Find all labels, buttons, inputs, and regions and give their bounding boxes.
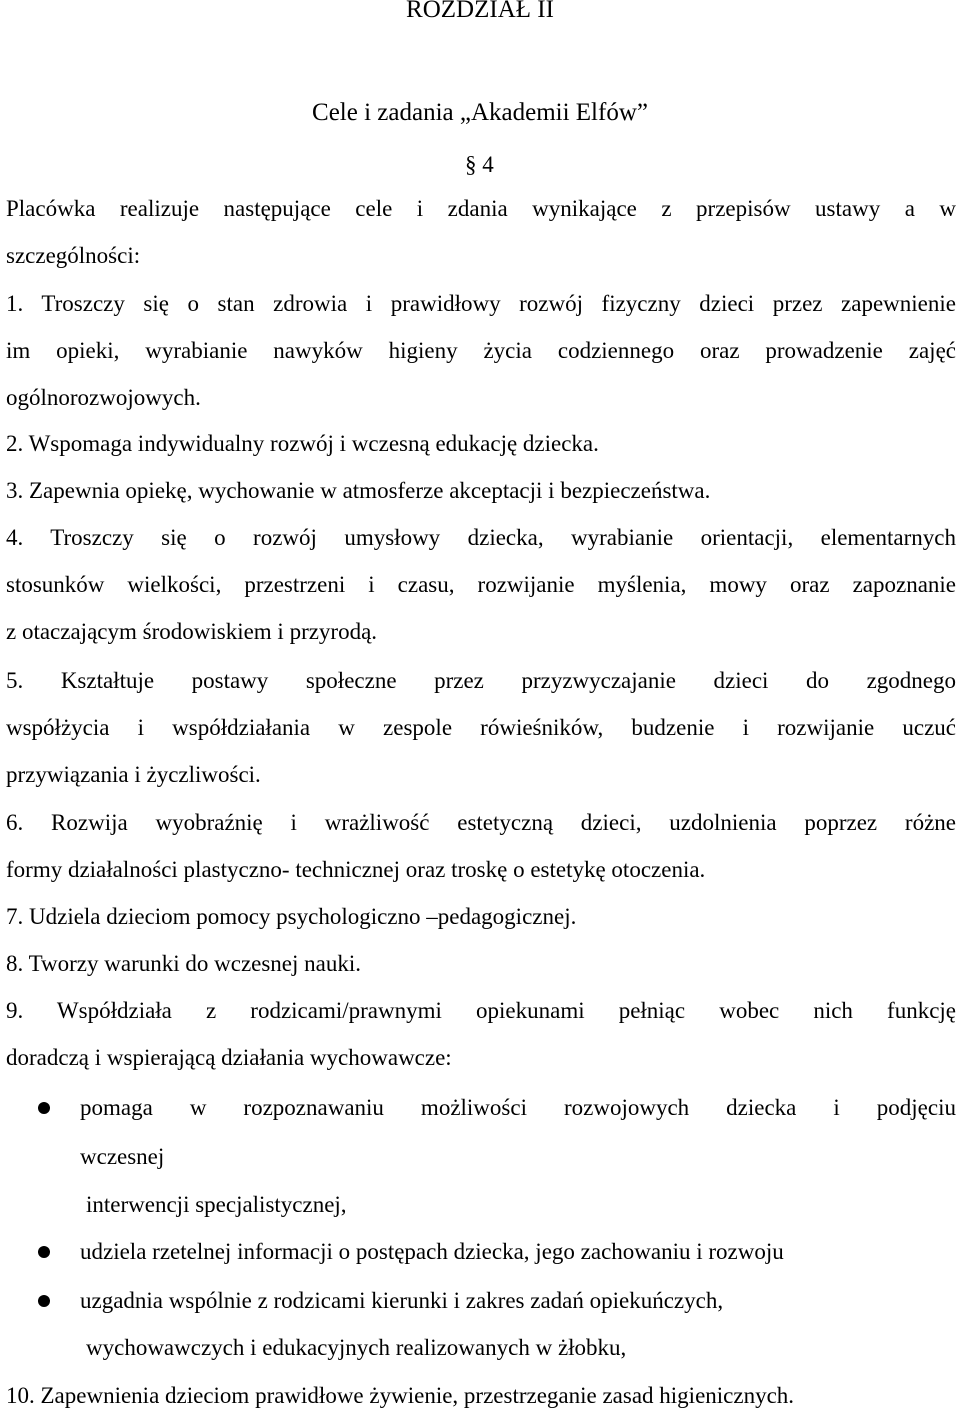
bullet-item-line: wczesnej	[80, 1144, 165, 1169]
section-title: Cele i zadania „Akademii Elfów”	[312, 99, 648, 126]
list-item-line: 3. Zapewnia opiekę, wychowanie w atmosferze akceptacji i bezpieczeństwa.	[6, 478, 711, 503]
bullet-icon	[38, 1246, 50, 1258]
intro-line: Placówka realizuje następujące cele i zdania wynikające z przepisów ustawy a w	[6, 196, 956, 221]
list-item-line: 10. Zapewnienia dzieciom prawidłowe żywienie, przestrzeganie zasad higienicznych.	[6, 1383, 795, 1408]
list-item-line: 4. Troszczy się o rozwój umysłowy dziecka, wyrabianie orientacji, elementarnych	[6, 525, 956, 550]
bullet-icon	[38, 1102, 50, 1114]
list-item-line: współżycia i współdziałania w zespole rówieśników, budzenie i rozwijanie uczuć	[6, 715, 956, 740]
list-item-line: z otaczającym środowiskiem i przyrodą.	[6, 619, 378, 644]
chapter-title: ROZDZIAŁ II	[406, 0, 554, 23]
bullet-icon	[38, 1295, 50, 1307]
bullet-item-line: uzgadnia wspólnie z rodzicami kierunki i zakres zadań opiekuńczych,	[80, 1288, 724, 1313]
list-item-line: 7. Udziela dzieciom pomocy psychologiczno –pedagogicznej.	[6, 904, 577, 929]
list-item-line: 6. Rozwija wyobraźnię i wrażliwość estetyczną dzieci, uzdolnienia poprzez różne	[6, 810, 956, 835]
bullet-item-line: wychowawczych i edukacyjnych realizowanych w żłobku,	[86, 1335, 627, 1360]
list-item-line: 1. Troszczy się o stan zdrowia i prawidłowy rozwój fizyczny dzieci przez zapewnienie	[6, 291, 956, 316]
list-item-line: 9. Współdziała z rodzicami/prawnymi opiekunami pełniąc wobec nich funkcję	[6, 998, 956, 1023]
list-item-line: stosunków wielkości, przestrzeni i czasu, rozwijanie myślenia, mowy oraz zapoznanie	[6, 572, 956, 597]
list-item-line: 2. Wspomaga indywidualny rozwój i wczesną edukację dziecka.	[6, 431, 599, 456]
list-item-line: przywiązania i życzliwości.	[6, 762, 261, 787]
list-item-line: formy działalności plastyczno- technicznej oraz troskę o estetykę otoczenia.	[6, 857, 706, 882]
paragraph-mark: § 4	[465, 152, 494, 177]
bullet-item-line: pomaga w rozpoznawaniu możliwości rozwojowych dziecka i podjęciu	[80, 1095, 956, 1120]
bullet-item-line: udziela rzetelnej informacji o postępach dziecka, jego zachowaniu i rozwoju	[80, 1239, 784, 1264]
intro-line: szczególności:	[6, 243, 141, 268]
list-item-line: ogólnorozwojowych.	[6, 385, 201, 410]
list-item-line: doradczą i wspierającą działania wychowawcze:	[6, 1045, 452, 1070]
list-item-line: 5. Kształtuje postawy społeczne przez przyzwyczajanie dzieci do zgodnego	[6, 668, 956, 693]
bullet-item-line: interwencji specjalistycznej,	[86, 1192, 347, 1217]
list-item-line: im opieki, wyrabianie nawyków higieny życia codziennego oraz prowadzenie zajęć	[6, 338, 956, 363]
list-item-line: 8. Tworzy warunki do wczesnej nauki.	[6, 951, 362, 976]
